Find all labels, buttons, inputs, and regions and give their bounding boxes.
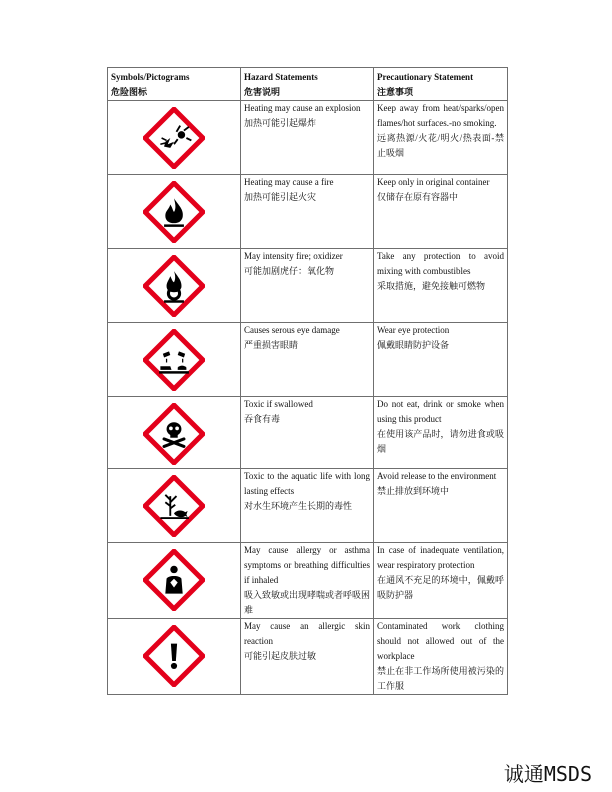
exploding-bomb-icon (143, 107, 205, 169)
hazard-cell (241, 397, 374, 469)
precaution-zh: 佩戴眼睛防护设备 (377, 340, 450, 350)
precaution-cell (374, 543, 508, 619)
symbol-cell (108, 543, 241, 619)
precaution-en: Take any protection to avoid mixing with combustibles (377, 251, 504, 276)
precaution-cell (374, 323, 508, 397)
header-precaution-en: Precautionary Statement (377, 72, 474, 82)
table-row (108, 323, 508, 397)
hazard-zh: 吞食有毒 (244, 414, 281, 424)
precaution-en: In case of inadequate ventilation, wear respiratory protection (377, 545, 504, 570)
hazard-zh: 吸入致敏或出现哮喘或者呼吸困难 (244, 590, 371, 615)
header-hazard-en: Hazard Statements (244, 72, 318, 82)
table-row (108, 543, 508, 619)
symbol-cell (108, 101, 241, 175)
precaution-zh: 在通风不充足的环境中，佩戴呼吸防护器 (377, 575, 504, 600)
brand-watermark: 诚通MSDS (503, 762, 592, 786)
hazard-en: Causes serous eye damage (244, 325, 340, 335)
hazard-cell (241, 323, 374, 397)
precaution-zh: 在使用该产品时，请勿进食或吸烟 (377, 429, 504, 454)
hazard-en: May intensity fire; oxidizer (244, 251, 343, 261)
hazard-en: Toxic if swallowed (244, 399, 313, 409)
precaution-en: Contaminated work clothing should not allowed out of the workplace (377, 621, 504, 661)
hazard-cell (241, 101, 374, 175)
table-row (108, 101, 508, 175)
hazard-zh: 严重损害眼睛 (244, 340, 299, 350)
precaution-en: Keep away from heat/sparks/open flames/hot surfaces.-no smoking. (377, 103, 504, 128)
table-row (108, 619, 508, 695)
ghs-hazard-table (107, 67, 508, 695)
hazard-zh: 对水生环境产生长期的毒性 (244, 501, 353, 511)
hazard-en: May cause allergy or asthma symptoms or breathing difficulties if inhaled (244, 545, 370, 585)
hazard-cell (241, 175, 374, 249)
precaution-zh: 禁止在非工作场所使用被污染的工作服 (377, 666, 504, 691)
symbol-cell (108, 323, 241, 397)
hazard-cell (241, 469, 374, 543)
table-row (108, 249, 508, 323)
precaution-en: Wear eye protection (377, 325, 450, 335)
header-hazard-zh: 危害说明 (244, 87, 281, 97)
symbol-cell (108, 397, 241, 469)
precaution-cell (374, 469, 508, 543)
header-symbols (108, 68, 241, 101)
symbol-cell (108, 175, 241, 249)
precaution-cell (374, 249, 508, 323)
hazard-cell (241, 543, 374, 619)
hazard-zh: 可能引起皮肤过敏 (244, 651, 317, 661)
precaution-zh: 禁止排放到环境中 (377, 486, 450, 496)
hazard-en: Heating may cause a fire (244, 177, 334, 187)
precaution-cell (374, 619, 508, 695)
header-row (108, 68, 508, 101)
hazard-en: May cause an allergic skin reaction (244, 621, 370, 646)
header-precaution-zh: 注意事项 (377, 87, 414, 97)
hazard-zh: 加热可能引起火灾 (244, 192, 317, 202)
precaution-en: Keep only in original container (377, 177, 490, 187)
exclamation-mark-icon (143, 625, 205, 687)
header-symbols-en: Symbols/Pictograms (111, 72, 190, 82)
flame-over-circle-icon (143, 255, 205, 317)
hazard-cell (241, 249, 374, 323)
header-symbols-zh: 危险图标 (111, 87, 148, 97)
header-precaution (374, 68, 508, 101)
flame-icon (143, 181, 205, 243)
symbol-cell (108, 619, 241, 695)
table-row (108, 469, 508, 543)
hazard-zh: 可能加剧虎仔：氧化物 (244, 266, 335, 276)
environment-icon (143, 475, 205, 537)
header-hazard (241, 68, 374, 101)
precaution-zh: 远离热源/火花/明火/热表面-禁止吸烟 (377, 133, 504, 158)
corrosion-icon (143, 329, 205, 391)
hazard-cell (241, 619, 374, 695)
precaution-zh: 采取措施，避免接触可燃物 (377, 281, 486, 291)
hazard-en: Heating may cause an explosion (244, 103, 361, 113)
hazard-zh: 加热可能引起爆炸 (244, 118, 317, 128)
symbol-cell (108, 469, 241, 543)
precaution-en: Avoid release to the environment (377, 471, 497, 481)
precaution-en: Do not eat, drink or smoke when using this product (377, 399, 504, 424)
table-row (108, 175, 508, 249)
hazard-en: Toxic to the aquatic life with long lasting effects (244, 471, 370, 496)
precaution-zh: 仅储存在原有容器中 (377, 192, 459, 202)
symbol-cell (108, 249, 241, 323)
precaution-cell (374, 101, 508, 175)
skull-crossbones-icon (143, 403, 205, 465)
health-hazard-icon (143, 549, 205, 611)
table-row (108, 397, 508, 469)
precaution-cell (374, 175, 508, 249)
precaution-cell (374, 397, 508, 469)
